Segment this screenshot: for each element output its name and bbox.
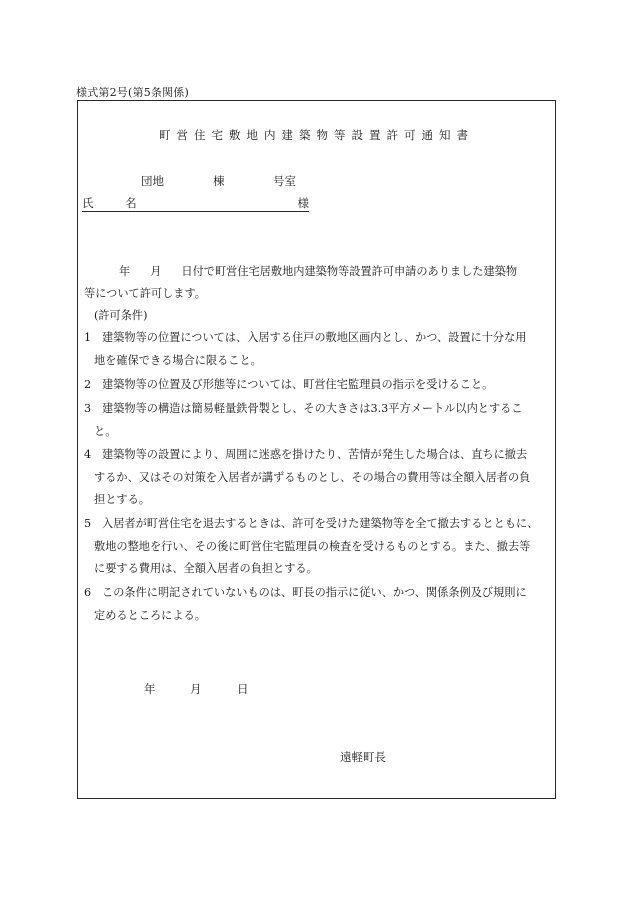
conditions-heading: (許可条件) — [94, 309, 148, 322]
condition-item-1 — [84, 327, 552, 372]
honorific-label: 様 — [297, 196, 309, 210]
document-title: 町営住宅敷地内建築物等設置許可通知書 — [159, 128, 474, 142]
condition-number: 3 — [84, 402, 92, 415]
condition-item-6 — [84, 582, 552, 627]
condition-item-5 — [84, 513, 552, 581]
condition-text: するか、又はその対策を入居者が講ずるものとし、その場合の費用等は全額入居者の負 — [94, 470, 531, 484]
intro-line-1 — [119, 261, 517, 283]
condition-item-3 — [84, 398, 552, 443]
date-year-label: 年 — [144, 682, 156, 696]
condition-item-4 — [84, 444, 552, 512]
condition-text: 建築物等の設置により、周囲に迷惑を掛けたり、苦情が発生した場合は、直ちに撤去 — [102, 448, 528, 461]
address-building-label: 棟 — [213, 174, 225, 188]
condition-text: と。 — [94, 424, 117, 438]
date-month-label: 月 — [190, 682, 202, 696]
date-day-label: 日 — [237, 682, 249, 696]
condition-number: 5 — [84, 517, 92, 530]
condition-text: に要する費用は、全額入居者の負担とする。 — [94, 562, 318, 575]
condition-text: 建築物等の位置については、入居する住戸の敷地区画内とし、かつ、設置に十分な用 — [102, 331, 527, 344]
condition-text: この条件に明記されていないものは、町長の指示に従い、かつ、関係条例及び規則に — [102, 586, 527, 599]
condition-number: 2 — [84, 378, 92, 391]
notice-frame — [77, 100, 556, 799]
address-complex-label: 団地 — [141, 174, 164, 188]
condition-text: 担とする。 — [94, 493, 150, 506]
condition-text: 建築物等の構造は簡易軽量鉄骨製とし、その大きさは3.3平方メートル以内とするこ — [102, 402, 523, 415]
condition-text: 建築物等の位置及び形態等については、町営住宅監理員の指示を受けること。 — [102, 378, 494, 391]
condition-text: 敷地の整地を行い、その後に町営住宅監理員の検査を受けるものとする。また、撤去等 — [94, 539, 531, 553]
condition-number: 6 — [84, 586, 92, 599]
intro-month-label: 月 — [150, 265, 162, 278]
intro-line-2: 等について許可します。 — [84, 287, 206, 300]
intro-year-label: 年 — [119, 265, 131, 278]
condition-text: 定めるところによる。 — [94, 608, 206, 622]
condition-number: 1 — [84, 331, 92, 344]
condition-number: 4 — [84, 448, 92, 461]
form-number-label: 様式第2号(第5条関係) — [76, 86, 189, 99]
condition-text: 地を確保できる場合に限ること。 — [94, 353, 262, 367]
recipient-name-line — [82, 195, 309, 212]
condition-text: 入居者が町営住宅を退去するときは、許可を受けた建築物等を全て撤去するとともに、 — [102, 517, 539, 530]
intro-text: 日付で町営住宅居敷地内建築物等設置許可申請のありました建築物 — [181, 265, 518, 278]
signer-title: 遠軽町長 — [340, 750, 386, 764]
condition-item-2 — [84, 374, 552, 397]
name-label: 氏 名 — [82, 196, 151, 210]
address-room-label: 号室 — [273, 174, 296, 188]
